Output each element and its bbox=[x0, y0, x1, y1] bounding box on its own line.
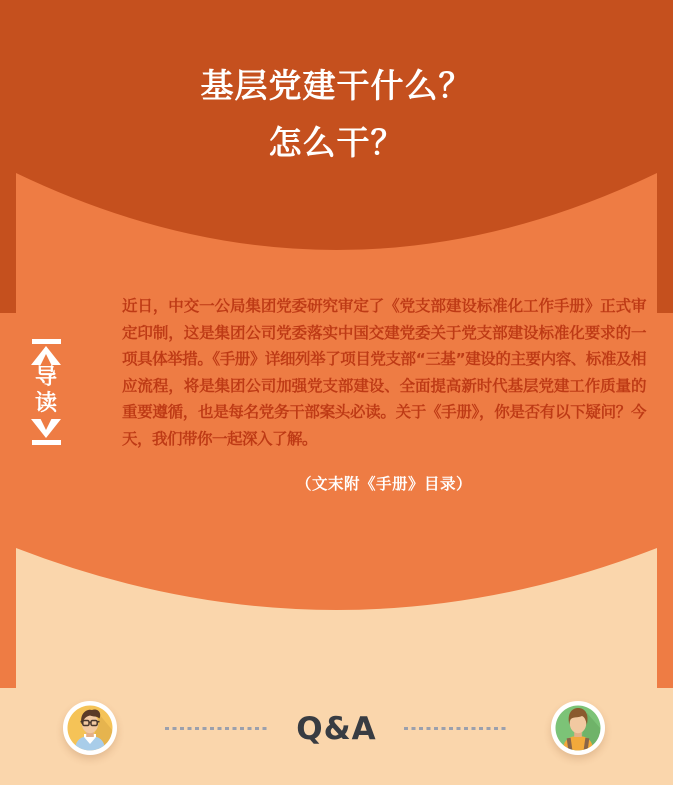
guide-top-bar bbox=[32, 339, 61, 344]
guide-char-1: 导 bbox=[34, 365, 57, 390]
chevron-down-icon bbox=[31, 419, 61, 438]
boy-with-overalls-avatar bbox=[551, 701, 605, 755]
appendix-note: （文末附《手册》目录） bbox=[295, 475, 472, 493]
guide-bottom-bar bbox=[32, 440, 61, 445]
qa-heading: Q&A bbox=[296, 711, 377, 747]
guide-char-2: 读 bbox=[34, 391, 57, 416]
chevron-up-icon bbox=[31, 346, 61, 365]
footer-curve-shape bbox=[16, 548, 657, 611]
guide-label bbox=[31, 339, 61, 445]
page-title-line1: 基层党建干什么？ bbox=[200, 66, 473, 105]
page-title-line2: 怎么干？ bbox=[268, 123, 405, 162]
header-curve-shape bbox=[16, 173, 657, 252]
intro-paragraph: 近日，中交一公局集团党委研究审定了《党支部建设标准化工作手册》正式审定印制，这是集团公司党委落实中国交建党委关于党支部建设标准化要求的一项具体举措。《手册》详细列举了项目党支部“三基”建设的主要内容、标准及相应流程，将是集团公司加强党支部建设、全面提高新时代基层党建工作质量的重要遵循，也是每名党务干部案头必读。关于《手册》，你是否有以下疑问？今天，我们带你一起深入了解。 bbox=[122, 297, 646, 448]
right-dashed-line bbox=[404, 727, 507, 730]
page-title bbox=[0, 57, 673, 171]
